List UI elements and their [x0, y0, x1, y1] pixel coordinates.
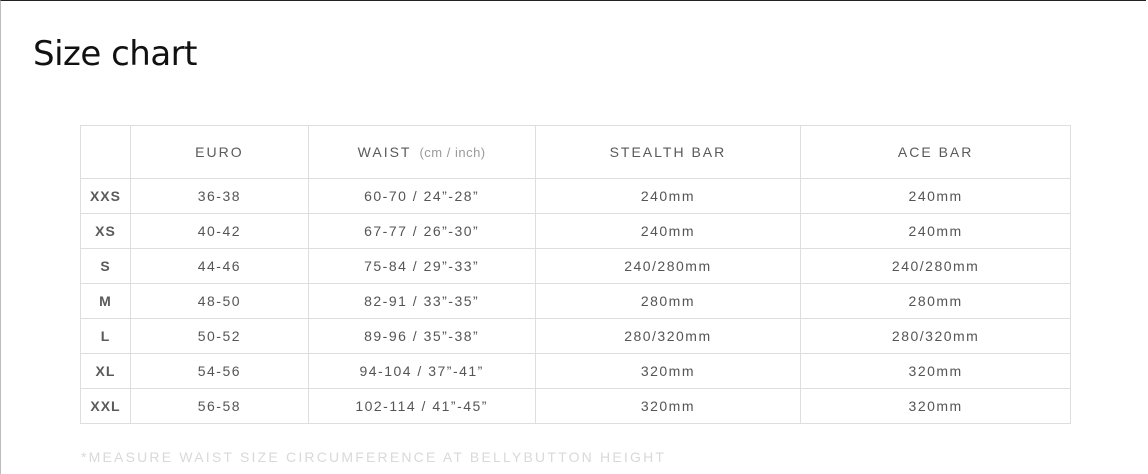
size-cell: XL — [81, 354, 131, 389]
table-row — [81, 354, 1071, 389]
waist-cell: 67-77 / 26”-30” — [308, 214, 535, 249]
euro-cell: 50-52 — [130, 319, 308, 354]
ace-cell: 240/280mm — [801, 249, 1071, 284]
size-cell: XS — [81, 214, 131, 249]
stealth-cell: 240mm — [535, 214, 801, 249]
euro-cell: 44-46 — [130, 249, 308, 284]
waist-cell: 94-104 / 37”-41” — [308, 354, 535, 389]
euro-cell: 56-58 — [130, 389, 308, 424]
euro-cell: 36-38 — [130, 179, 308, 214]
header-euro: EURO — [130, 126, 308, 179]
waist-cell: 75-84 / 29”-33” — [308, 249, 535, 284]
page-title: Size chart — [33, 34, 197, 74]
table-row — [81, 179, 1071, 214]
waist-cell: 60-70 / 24”-28” — [308, 179, 535, 214]
size-chart-table — [80, 125, 1071, 424]
ace-cell: 320mm — [801, 354, 1071, 389]
size-cell: XXL — [81, 389, 131, 424]
ace-cell: 240mm — [801, 179, 1071, 214]
euro-cell: 54-56 — [130, 354, 308, 389]
stealth-cell: 240/280mm — [535, 249, 801, 284]
stealth-cell: 320mm — [535, 389, 801, 424]
size-cell: XXS — [81, 179, 131, 214]
ace-cell: 320mm — [801, 389, 1071, 424]
waist-cell: 82-91 / 33”-35” — [308, 284, 535, 319]
table-header-row — [81, 126, 1071, 179]
euro-cell: 40-42 — [130, 214, 308, 249]
waist-cell: 89-96 / 35”-38” — [308, 319, 535, 354]
waist-cell: 102-114 / 41”-45” — [308, 389, 535, 424]
table-row — [81, 249, 1071, 284]
euro-cell: 48-50 — [130, 284, 308, 319]
size-cell: L — [81, 319, 131, 354]
ace-cell: 280mm — [801, 284, 1071, 319]
header-ace-bar: ACE BAR — [801, 126, 1071, 179]
header-waist-label: WAIST — [357, 144, 412, 160]
header-waist-unit: (cm / inch) — [419, 145, 486, 160]
size-cell: S — [81, 249, 131, 284]
stealth-cell: 240mm — [535, 179, 801, 214]
table-row — [81, 214, 1071, 249]
footnote: *MEASURE WAIST SIZE CIRCUMFERENCE AT BELLYBUTTON HEIGHT — [81, 449, 667, 465]
table-row — [81, 319, 1071, 354]
table-row — [81, 284, 1071, 319]
header-size — [81, 126, 131, 179]
stealth-cell: 320mm — [535, 354, 801, 389]
stealth-cell: 280/320mm — [535, 319, 801, 354]
ace-cell: 280/320mm — [801, 319, 1071, 354]
size-cell: M — [81, 284, 131, 319]
header-stealth-bar: STEALTH BAR — [535, 126, 801, 179]
table-row — [81, 389, 1071, 424]
header-waist — [308, 126, 535, 179]
stealth-cell: 280mm — [535, 284, 801, 319]
ace-cell: 240mm — [801, 214, 1071, 249]
